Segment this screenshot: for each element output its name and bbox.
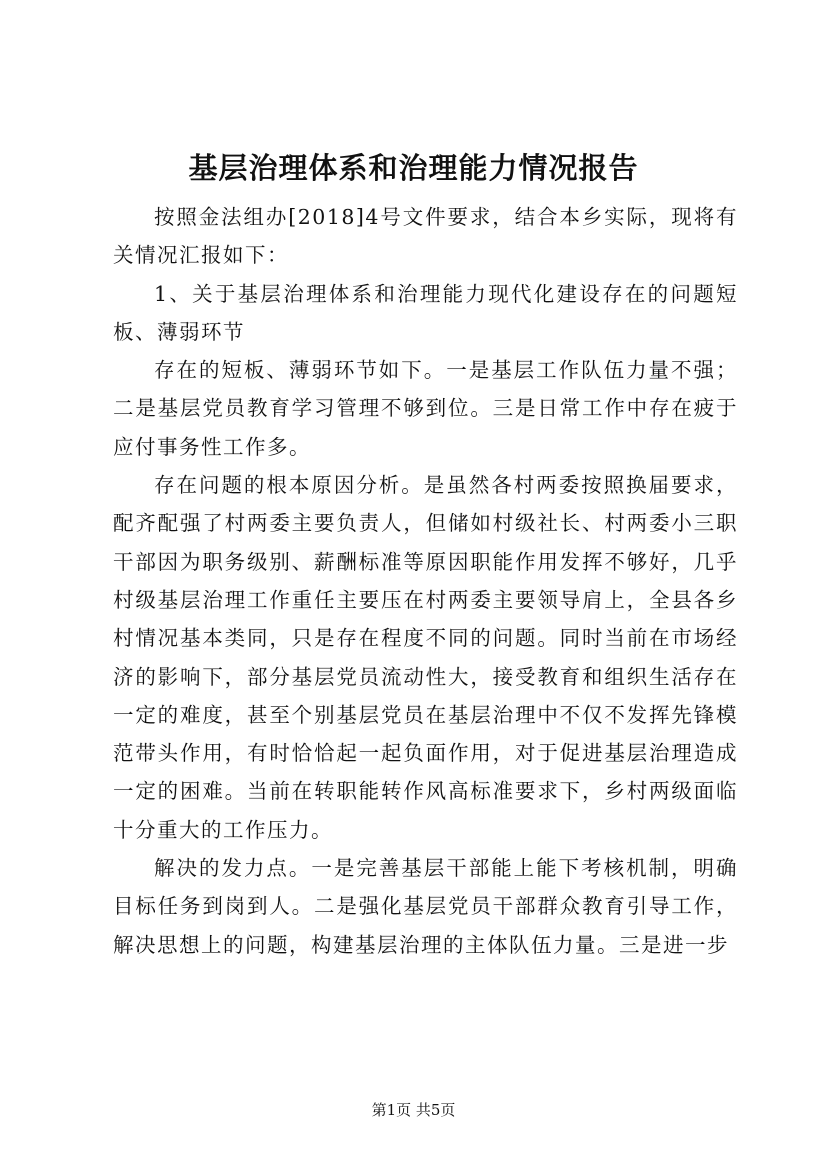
paragraph-weaknesses: 存在的短板、薄弱环节如下。一是基层工作队伍力量不强；二是基层党员教育学习管理不够到位。三是日常工作中存在疲于应付事务性工作多。 — [113, 358, 738, 459]
paragraph-root-causes: 存在问题的根本原因分析。是虽然各村两委按照换届要求，配齐配强了村两委主要负责人，但储如村级社长、村两委小三职干部因为职务级别、薪酬标准等原因职能作用发挥不够好，几乎村级基层治理工作重任主要压在村两委主要领导肩上，全县各乡村情况基本类同，只是存在程度不同的问题。同时当前在市场经济的影响下，部分基层党员流动性大，接受教育和组织生活存在一定的难度，甚至个别基层党员在基层治理中不仅不发挥先锋模范带头作用，有时恰恰起一起负面作用，对于促进基层治理造成一定的困难。当前在转职能转作风高标准要求下，乡村两级面临十分重大的工作压力。 — [113, 473, 738, 842]
paragraph-solutions: 解决的发力点。一是完善基层干部能上能下考核机制，明确目标任务到岗到人。二是强化基层党员干部群众教育引导工作，解决思想上的问题，构建基层治理的主体队伍力量。三是进一步 — [113, 856, 738, 957]
page-number-footer: 第1页 共5页 — [371, 1101, 456, 1119]
paragraph-intro: 按照金法组办[2018]4号文件要求，结合本乡实际，现将有关情况汇报如下： — [113, 205, 738, 268]
document-body — [113, 198, 738, 964]
document-title: 基层治理体系和治理能力情况报告 — [188, 151, 639, 185]
paragraph-section-heading: 1、关于基层治理体系和治理能力现代化建设存在的问题短板、薄弱环节 — [113, 281, 738, 344]
